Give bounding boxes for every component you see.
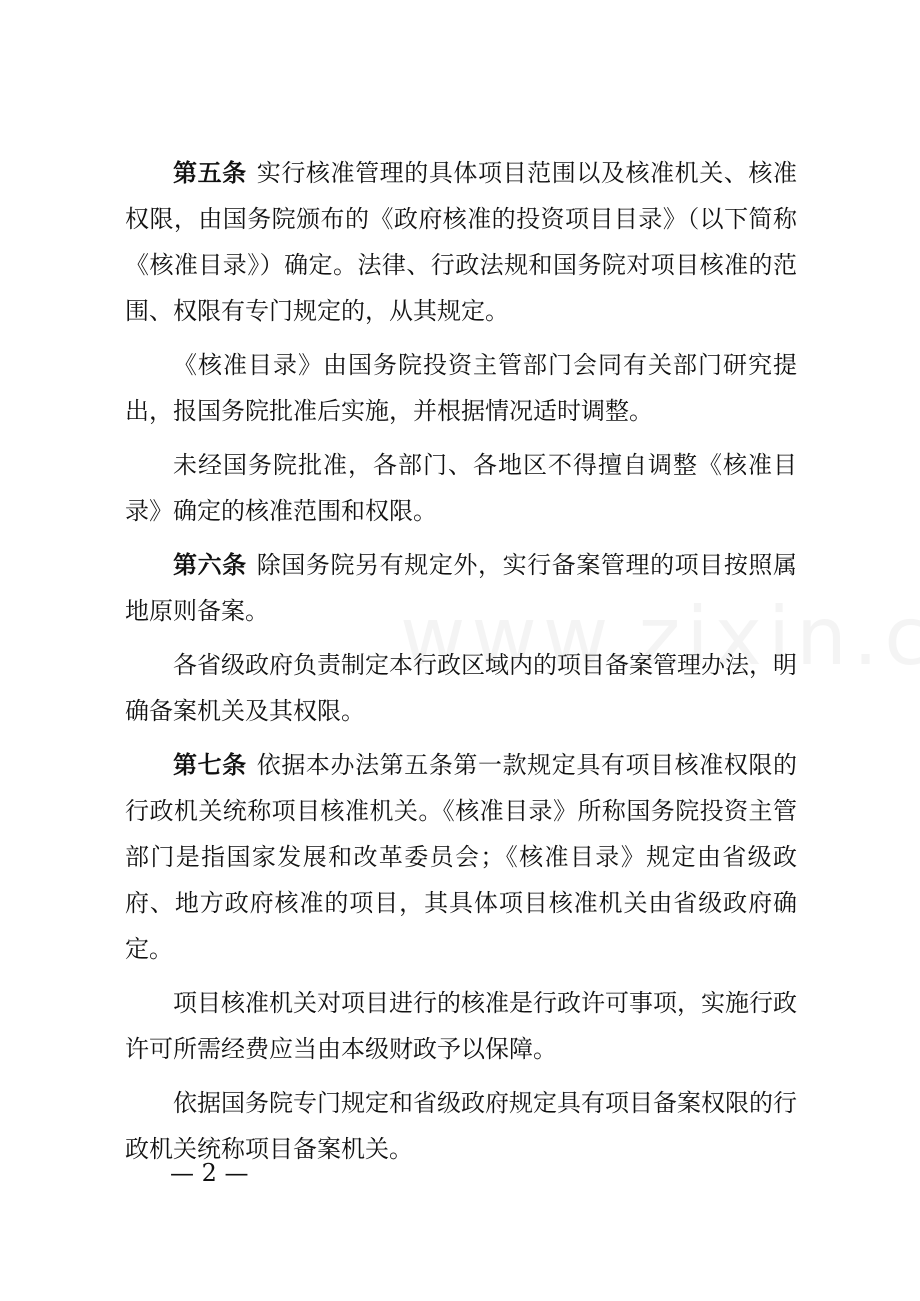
paragraph-text: 依据国务院专门规定和省级政府规定具有项目备案权限的行政机关统称项目备案机关。 bbox=[125, 1089, 797, 1163]
paragraph-article-6 bbox=[125, 542, 797, 634]
paragraph bbox=[125, 342, 797, 434]
paragraph-text: 《核准目录》由国务院投资主管部门会同有关部门研究提出，报国务院批准后实施，并根据情况适时调整。 bbox=[125, 351, 797, 425]
paragraph bbox=[125, 980, 797, 1072]
paragraph-article-5 bbox=[125, 150, 797, 334]
paragraph-text: 依据本办法第五条第一款规定具有项目核准权限的行政机关统称项目核准机关。《核准目录》所称国务院投资主管部门是指国家发展和改革委员会；《核准目录》规定由省级政府、地方政府核准的项目，其具体项目核准机关由省级政府确定。 bbox=[125, 751, 797, 963]
paragraph-text: 未经国务院批准，各部门、各地区不得擅自调整《核准目录》确定的核准范围和权限。 bbox=[125, 451, 797, 525]
page-number: — 2 — bbox=[170, 1159, 249, 1187]
paragraph-text: 各省级政府负责制定本行政区域内的项目备案管理办法，明确备案机关及其权限。 bbox=[125, 651, 797, 725]
article-label: 第五条 bbox=[173, 159, 247, 187]
paragraph-article-7 bbox=[125, 742, 797, 972]
article-label: 第六条 bbox=[173, 551, 247, 579]
paragraph bbox=[125, 442, 797, 534]
paragraph-text: 实行核准管理的具体项目范围以及核准机关、核准权限，由国务院颁布的《政府核准的投资项目目录》（以下简称《核准目录》）确定。法律、行政法规和国务院对项目核准的范围、权限有专门规定的，从其规定。 bbox=[125, 159, 797, 325]
paragraph-text: 项目核准机关对项目进行的核准是行政许可事项，实施行政许可所需经费应当由本级财政予以保障。 bbox=[125, 989, 797, 1063]
paragraph bbox=[125, 642, 797, 734]
article-label: 第七条 bbox=[173, 751, 247, 779]
document-body bbox=[125, 150, 797, 1180]
paragraph-text: 除国务院另有规定外，实行备案管理的项目按照属地原则备案。 bbox=[125, 551, 797, 625]
